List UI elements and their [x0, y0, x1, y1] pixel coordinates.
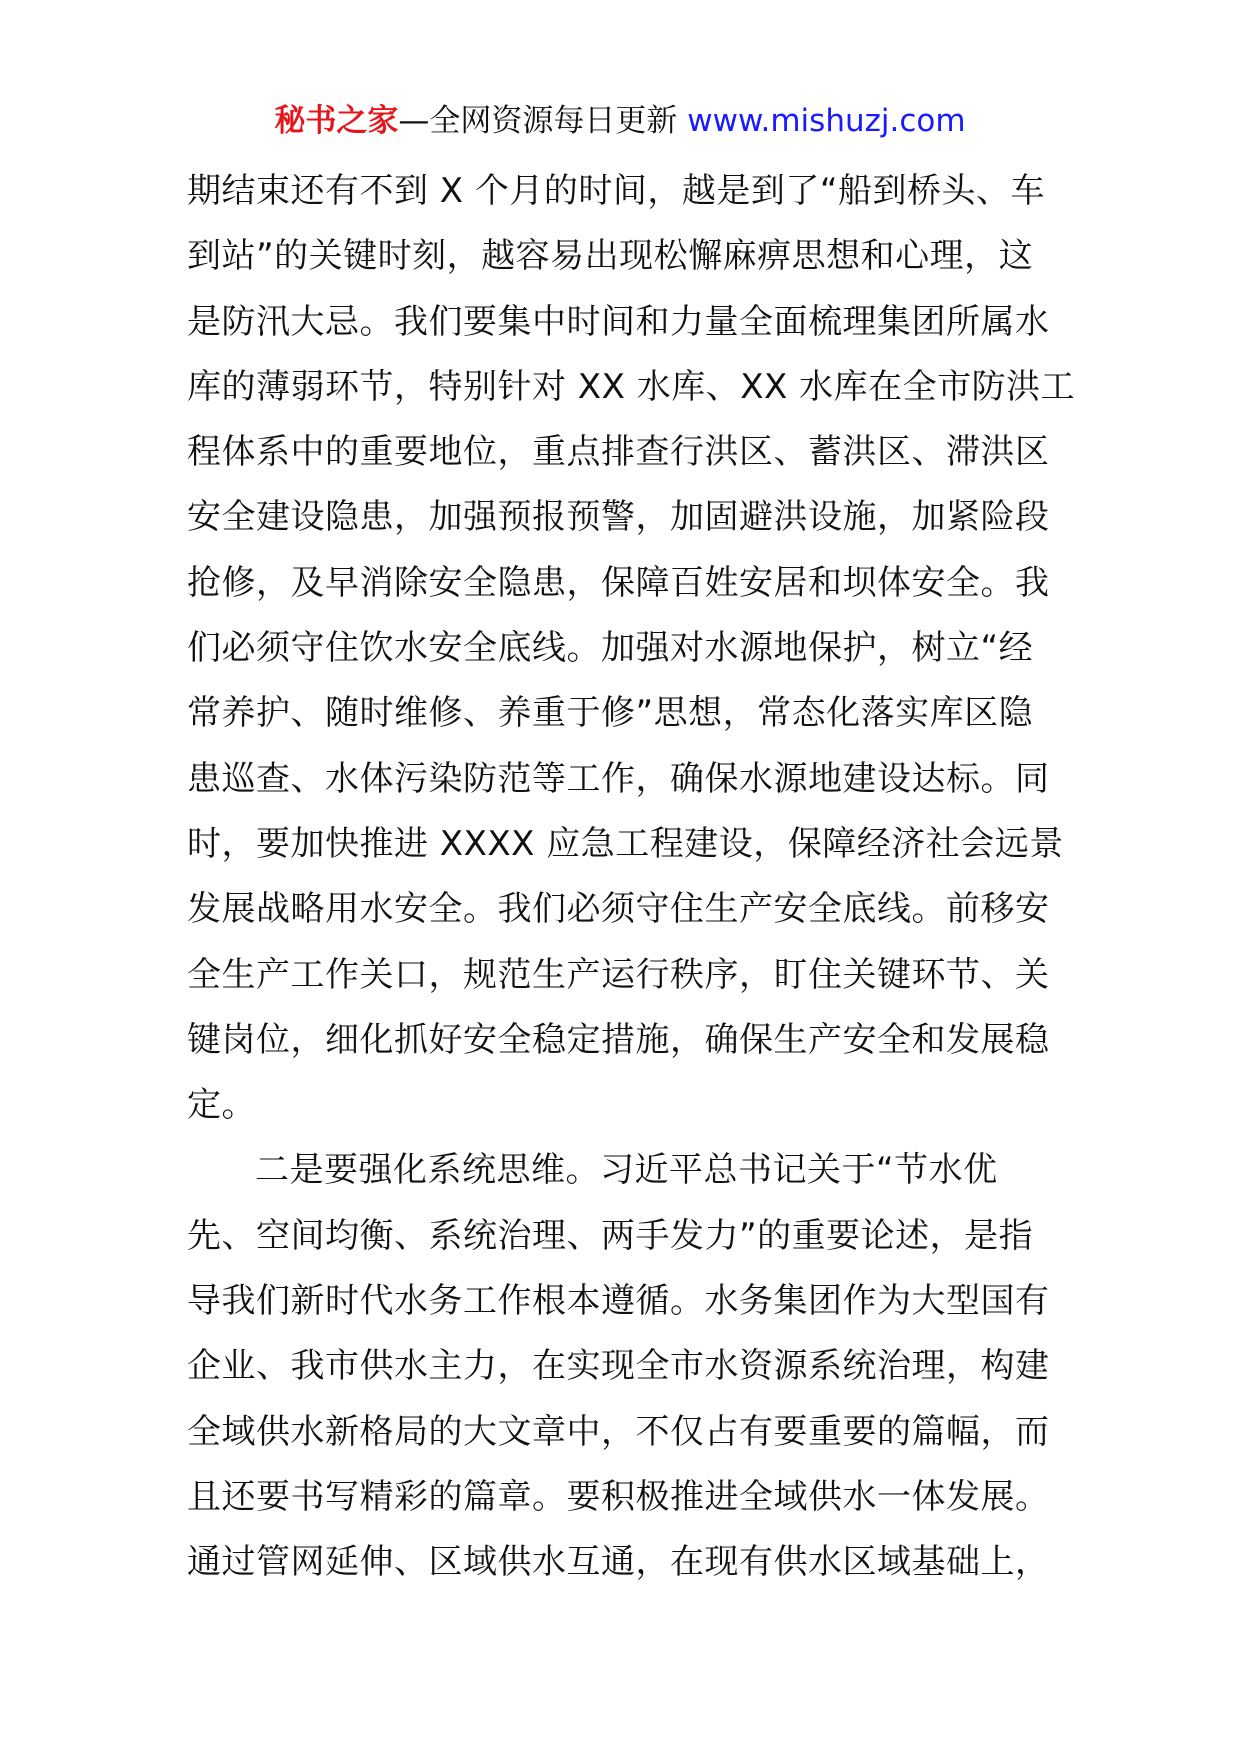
text-line: 时，要加快推进 XXXX 应急工程建设，保障经济社会远景 [187, 823, 1064, 864]
text-line: 全生产工作关口，规范生产运行秩序，盯住关键环节、关 [187, 954, 1050, 995]
text-line: 库的薄弱环节，特别针对 XX 水库、XX 水库在全市防洪工 [187, 366, 1076, 407]
brand-name: 秘书之家 [274, 103, 399, 139]
site-link[interactable]: www.mishuzj.com [687, 103, 966, 139]
text-line: 抢修，及早消除安全隐患，保障百姓安居和坝体安全。我 [187, 562, 1050, 603]
text-line: 且还要书写精彩的篇章。要积极推进全域供水一体发展。 [187, 1476, 1050, 1517]
text-line: 安全建设隐患，加强预报预警，加固避洪设施，加紧险段 [187, 497, 1050, 538]
paragraph-1 [187, 159, 1076, 1138]
text-line: 们必须守住饮水安全底线。加强对水源地保护，树立“经 [187, 628, 1034, 669]
page-header [0, 98, 1240, 144]
text-line: 全域供水新格局的大文章中，不仅占有要重要的篇幅，而 [187, 1411, 1050, 1452]
text-line: 患巡查、水体污染防范等工作，确保水源地建设达标。同 [187, 758, 1050, 799]
paragraph-2 [187, 1138, 1057, 1595]
text-line: 常养护、随时维修、养重于修”思想，常态化落实库区隐 [187, 693, 1034, 734]
header-slogan: —全网资源每日更新 [398, 103, 688, 139]
text-line: 定。 [187, 1085, 256, 1126]
text-line: 到站”的关键时刻，越容易出现松懈麻痹思想和心理，这 [187, 236, 1034, 277]
text-line: 是防汛大忌。我们要集中时间和力量全面梳理集团所属水 [187, 301, 1050, 342]
text-line: 企业、我市供水主力，在实现全市水资源系统治理，构建 [187, 1346, 1050, 1387]
text-line: 程体系中的重要地位，重点排查行洪区、蓄洪区、滞洪区 [187, 432, 1050, 473]
text-line: 期结束还有不到 X 个月的时间，越是到了“船到桥头、车 [187, 171, 1046, 211]
text-line: 发展战略用水安全。我们必须守住生产安全底线。前移安 [187, 889, 1050, 930]
document-body [187, 159, 1076, 1596]
text-line: 二是要强化系统思维。习近平总书记关于“节水优 [255, 1150, 998, 1191]
text-line: 键岗位，细化抓好安全稳定措施，确保生产安全和发展稳 [187, 1019, 1050, 1060]
text-line: 导我们新时代水务工作根本遵循。水务集团作为大型国有 [187, 1281, 1050, 1322]
text-line: 先、空间均衡、系统治理、两手发力”的重要论述，是指 [187, 1215, 1034, 1256]
text-line: 通过管网延伸、区域供水互通，在现有供水区域基础上， [187, 1542, 1050, 1583]
